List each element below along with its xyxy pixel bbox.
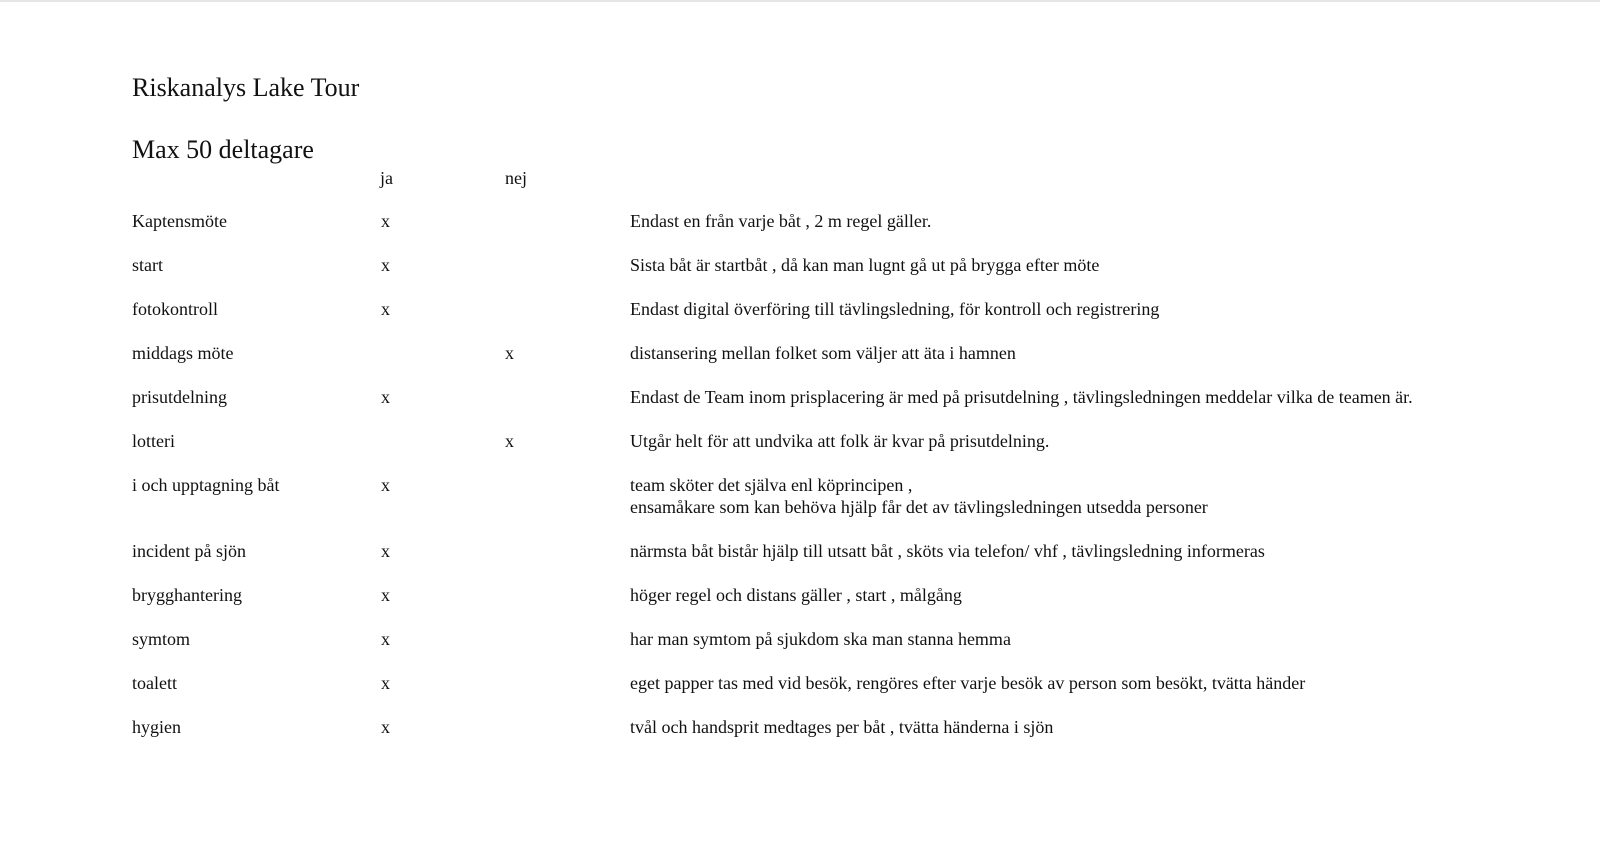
row-label: brygghantering <box>132 585 242 605</box>
note-line: Endast digital överföring till tävlingsledning, för kontroll och registrering <box>630 299 1160 319</box>
note-line: tvål och handsprit medtages per båt , tvätta händerna i sjön <box>630 717 1054 737</box>
note-line: Utgår helt för att undvika att folk är kvar på prisutdelning. <box>630 431 1050 451</box>
row-label: prisutdelning <box>132 387 227 407</box>
table-row <box>0 540 1600 584</box>
note-line: team sköter det själva enl köprincipen , <box>630 475 913 495</box>
ja-mark: x <box>381 299 390 319</box>
note-line: närmsta båt bistår hjälp till utsatt båt , sköts via telefon/ vhf , tävlingsledning informeras <box>630 541 1265 561</box>
table-row <box>0 430 1600 474</box>
row-label: toalett <box>132 673 177 693</box>
row-label: lotteri <box>132 431 175 451</box>
table-row <box>0 342 1600 386</box>
row-note <box>630 386 1413 408</box>
document-subtitle: Max 50 deltagare <box>132 135 314 164</box>
row-note <box>630 716 1053 738</box>
row-label: start <box>132 255 163 275</box>
row-label: i och upptagning båt <box>132 475 280 495</box>
table-row <box>0 584 1600 628</box>
ja-mark: x <box>381 585 390 605</box>
note-line: distansering mellan folket som väljer att äta i hamnen <box>630 343 1016 363</box>
table-row <box>0 254 1600 298</box>
note-line: eget papper tas med vid besök, rengöres efter varje besök av person som besökt, tvätta händer <box>630 673 1306 693</box>
table-row <box>0 716 1600 760</box>
row-label: Kaptensmöte <box>132 211 227 231</box>
row-note <box>630 210 931 232</box>
row-note <box>630 474 1208 518</box>
document-title: Riskanalys Lake Tour <box>132 73 360 102</box>
note-line: ensamåkare som kan behöva hjälp får det av tävlingsledningen utsedda personer <box>630 497 1208 517</box>
ja-mark: x <box>381 717 390 737</box>
ja-mark: x <box>381 211 390 231</box>
row-label: fotokontroll <box>132 299 218 319</box>
row-note <box>630 628 1011 650</box>
table-row <box>0 298 1600 342</box>
row-label: hygien <box>132 717 181 737</box>
row-note <box>630 672 1305 694</box>
nej-mark: x <box>505 343 514 363</box>
note-line: Endast en från varje båt , 2 m regel gäller. <box>630 211 932 231</box>
ja-mark: x <box>381 255 390 275</box>
risk-table <box>0 210 1600 760</box>
ja-mark: x <box>381 629 390 649</box>
row-note <box>630 584 962 606</box>
row-note <box>630 540 1265 562</box>
table-row <box>0 386 1600 430</box>
table-row <box>0 210 1600 254</box>
note-line: har man symtom på sjukdom ska man stanna hemma <box>630 629 1011 649</box>
ja-mark: x <box>381 387 390 407</box>
row-label: incident på sjön <box>132 541 246 561</box>
row-label: middags möte <box>132 343 234 363</box>
row-note <box>630 342 1016 364</box>
note-line: höger regel och distans gäller , start , målgång <box>630 585 962 605</box>
ja-mark: x <box>381 673 390 693</box>
nej-mark: x <box>505 431 514 451</box>
ja-mark: x <box>381 541 390 561</box>
table-row <box>0 672 1600 716</box>
table-row <box>0 628 1600 672</box>
row-note <box>630 254 1099 276</box>
table-row <box>0 474 1600 540</box>
row-note <box>630 298 1159 320</box>
ja-mark: x <box>381 475 390 495</box>
row-note <box>630 430 1049 452</box>
row-label: symtom <box>132 629 191 649</box>
column-header-nej: nej <box>505 168 527 188</box>
note-line: Endast de Team inom prisplacering är med på prisutdelning , tävlingsledningen meddelar vilka de teamen är. <box>630 387 1413 407</box>
column-header-ja: ja <box>380 168 393 188</box>
note-line: Sista båt är startbåt , då kan man lugnt gå ut på brygga efter möte <box>630 255 1100 275</box>
